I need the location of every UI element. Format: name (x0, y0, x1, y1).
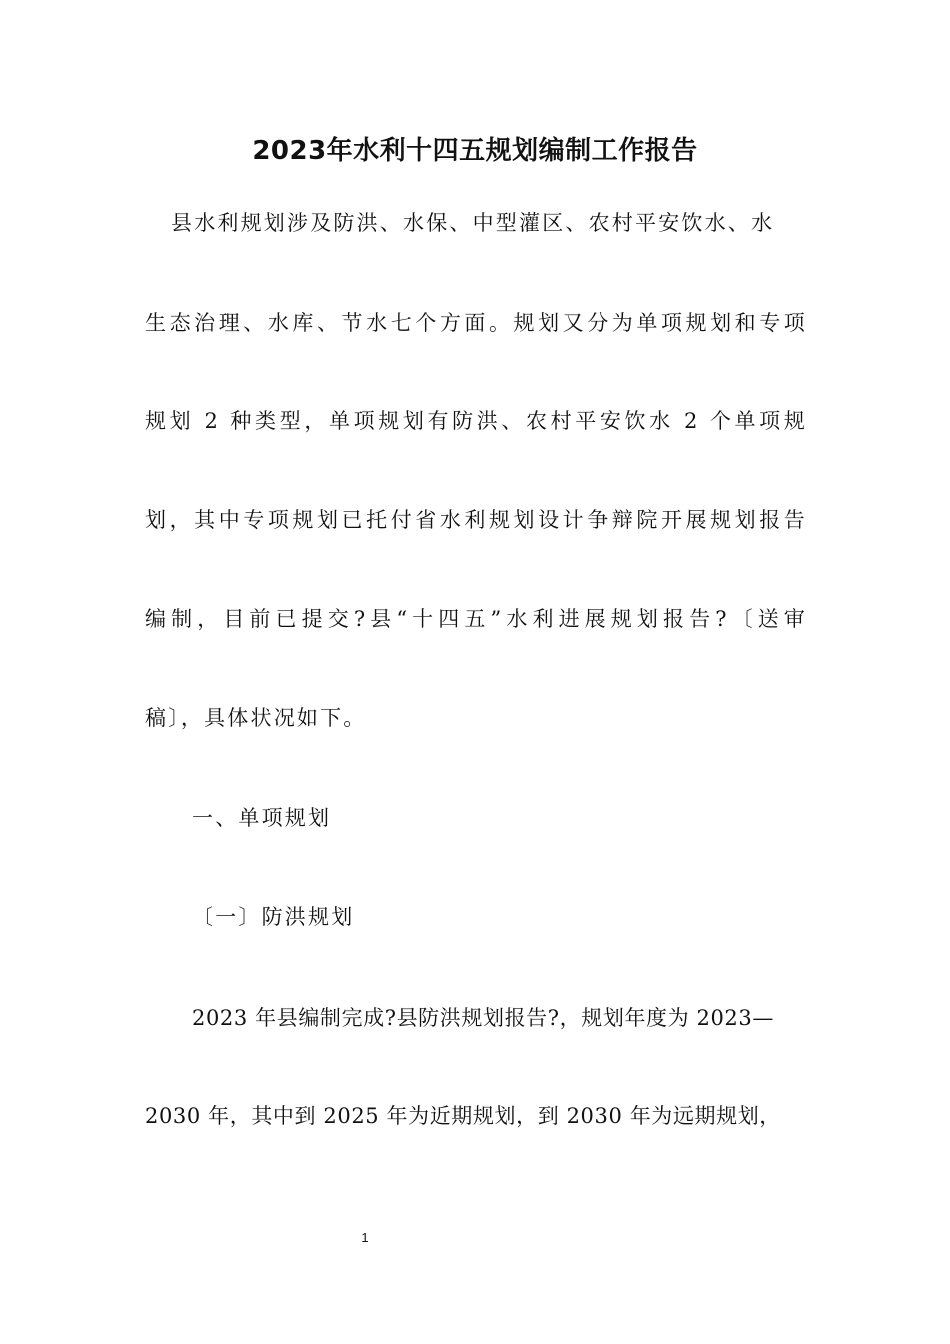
paragraph-line: 稿〕，具体状况如下。 (145, 706, 367, 730)
paragraph-line: 2023 年县编制完成?县防洪规划报告?，规划年度为 2023— (192, 1006, 774, 1030)
paragraph-line: 规划 2 种类型，单项规划有防洪、农村平安饮水 2 个单项规 (145, 409, 807, 433)
paragraph-line: 编制，目前已提交?县“十四五”水利进展规划报告?〔送审 (145, 607, 807, 631)
subsection-heading: 〔一〕防洪规划 (192, 905, 355, 929)
paragraph-line: 划，其中专项规划已托付省水利规划设计争辩院开展规划报告 (145, 508, 807, 532)
section-heading: 一、单项规划 (192, 806, 332, 830)
paragraph-line: 县水利规划涉及防洪、水保、中型灌区、农村平安饮水、水 (171, 211, 775, 235)
document-title: 2023年水利十四五规划编制工作报告 (252, 136, 698, 166)
paragraph-line: 生态治理、水库、节水七个方面。规划又分为单项规划和专项 (145, 311, 807, 335)
page-number: 1 (361, 1230, 369, 1245)
paragraph-line: 2030 年，其中到 2025 年为近期规划，到 2030 年为远期规划， (145, 1104, 781, 1128)
